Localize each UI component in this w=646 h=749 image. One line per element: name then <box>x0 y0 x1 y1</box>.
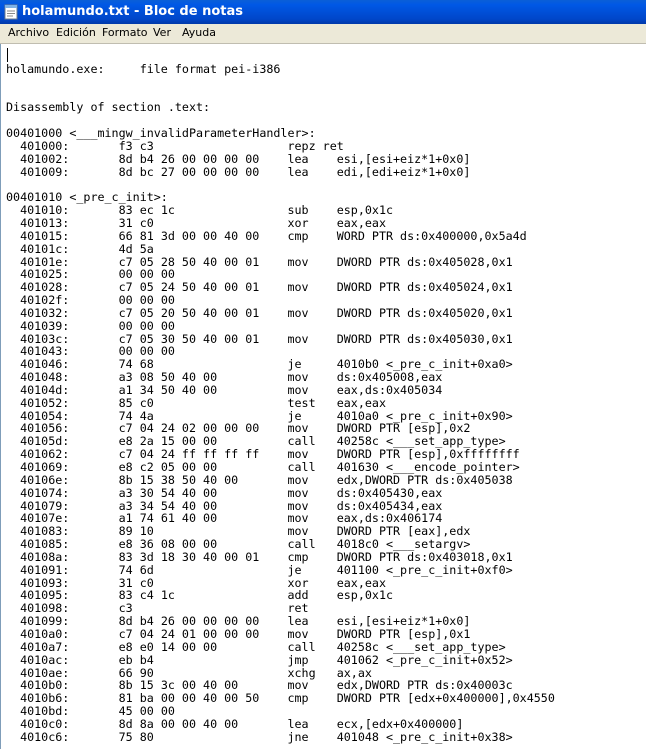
notepad-icon <box>4 4 18 20</box>
menu-formato[interactable]: Formato <box>102 26 148 39</box>
window-title: holamundo.txt - Bloc de notas <box>22 4 243 19</box>
menu-ver[interactable]: Ver <box>153 26 171 39</box>
menu-archivo[interactable]: Archivo <box>8 26 50 39</box>
menu-bar <box>0 24 646 44</box>
editor-content[interactable]: holamundo.exe: file format pei-i386 Disassembly of section .text: 00401000 <___mingw_invalidParameterHandler>: 401000: f3 c3 repz ret 401002: 8d b4 26 00 00 00 00 lea esi,[esi+eiz*1+0x0] 401009: 8d bc 27 00 00 00 00 lea edi,[edi+eiz*1+0x0] 00401010 <_pre_c_init>: 401010: 83 ec 1c sub esp,0x1c 401013: 31 c0 xor eax,eax 401015: 66 81 3d 00 00 40 00 cmp WORD PTR ds:0x400000,0x5a4d 40101c: 4d 5a 40101e: c7 05 28 50 40 00 01 mov DWORD PTR ds:0x405028,0x1 401025: 00 00 00 401028: c7 05 24 50 40 00 01 mov DWORD PTR ds:0x405024,0x1 40102f: 00 00 00 401032: c7 05 20 50 40 00 01 mov DWORD PTR ds:0x405020,0x1 401039: 00 00 00 40103c: c7 05 30 50 40 00 01 mov DWORD PTR ds:0x405030,0x1 401043: 00 00 00 401046: 74 68 je 4010b0 <_pre_c_init+0xa0> 401048: a3 08 50 40 00 mov ds:0x405008,eax 40104d: a1 34 50 40 00 mov eax,ds:0x405034 401052: 85 c0 test eax,eax 401054: 74 4a je 4010a0 <_pre_c_init+0x90> 401056: c7 04 24 02 00 00 00 mov DWORD PTR [esp],0x2 40105d: e8 2a 15 00 00 call 40258c <___set_app_type> 401062: c7 04 24 ff ff ff ff mov DWORD PTR [esp],0xffffffff 401069: e8 c2 05 00 00 call 401630 <___encode_pointer> 40106e: 8b 15 38 50 40 00 mov edx,DWORD PTR ds:0x405038 401074: a3 30 54 40 00 mov ds:0x405430,eax 401079: a3 34 54 40 00 mov ds:0x405434,eax 40107e: a1 74 61 40 00 mov eax,ds:0x406174 401083: 89 10 mov DWORD PTR [eax],edx 401085: e8 36 08 00 00 call 4018c0 <___setargv> 40108a: 83 3d 18 30 40 00 01 cmp DWORD PTR ds:0x403018,0x1 401091: 74 6d je 401100 <_pre_c_init+0xf0> 401093: 31 c0 xor eax,eax 401095: 83 c4 1c add esp,0x1c 401098: c3 ret 401099: 8d b4 26 00 00 00 00 lea esi,[esi+eiz*1+0x0] 4010a0: c7 04 24 01 00 00 00 mov DWORD PTR [esp],0x1 4010a7: e8 e0 14 00 00 call 40258c <___set_app_type> 4010ac: eb b4 jmp 401062 <_pre_c_init+0x52> 4010ae: 66 90 xchg ax,ax 4010b0: 8b 15 3c 00 40 00 mov edx,DWORD PTR ds:0x40003c 4010b6: 81 ba 00 00 40 00 50 cmp DWORD PTR [edx+0x400000],0x4550 4010bd: 45 00 00 4010c0: 8d 8a 00 00 40 00 lea ecx,[edx+0x400000] 4010c6: 75 80 jne 401048 <_pre_c_init+0x38> <box>6 61 555 744</box>
text-editor[interactable] <box>0 44 646 749</box>
title-bar[interactable] <box>0 0 646 24</box>
menu-edicion[interactable]: Edición <box>56 26 96 39</box>
menu-ayuda[interactable]: Ayuda <box>182 26 216 39</box>
